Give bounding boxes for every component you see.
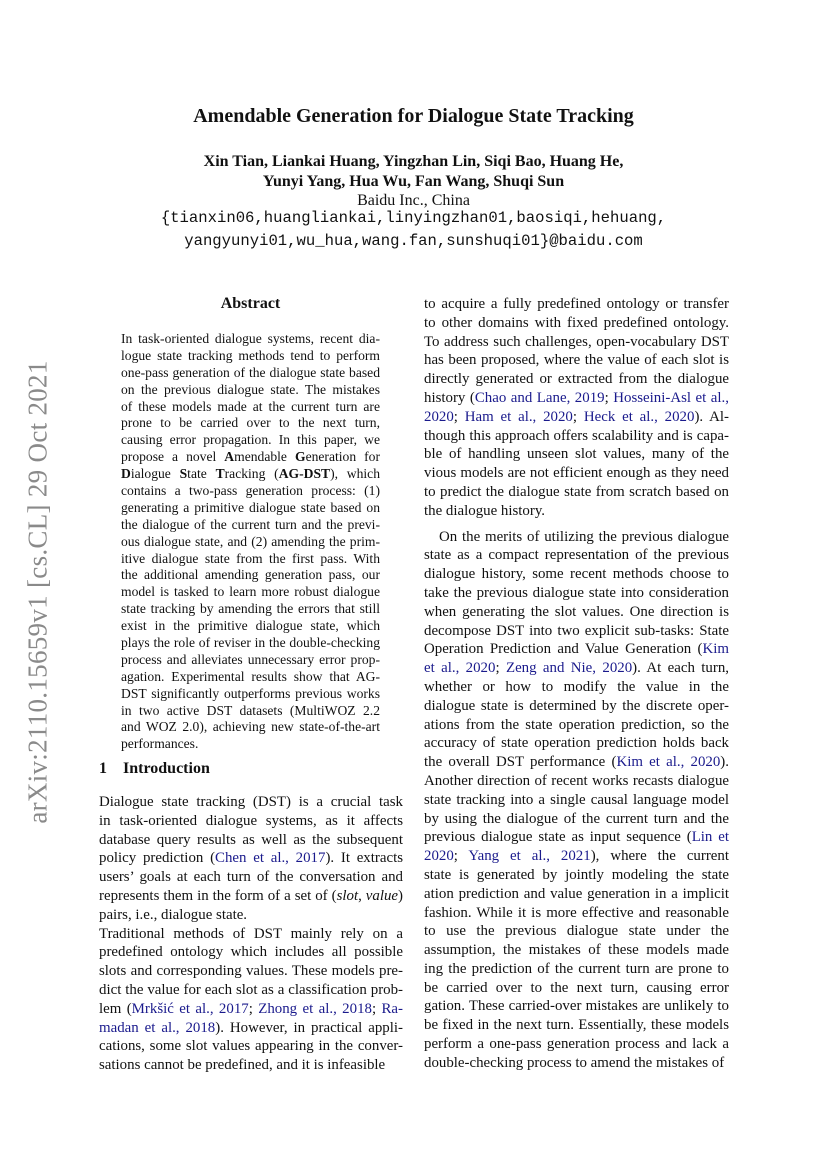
text-line bbox=[99, 1037, 403, 1056]
citation-link[interactable]: Ham et al., 2020 bbox=[464, 408, 573, 425]
text-segment: ). bbox=[720, 754, 729, 771]
text-segment: ation prediction and value generation in a implicit bbox=[424, 885, 729, 902]
abstract-body bbox=[121, 331, 380, 753]
text-segment: ; bbox=[248, 1000, 259, 1017]
text-segment: one-pass generation of the dialogue state based bbox=[121, 364, 380, 380]
text-segment: Operation Prediction and Value Generation ( bbox=[424, 641, 703, 658]
text-line bbox=[424, 584, 729, 603]
text-line bbox=[424, 565, 729, 584]
section-number: 1 bbox=[99, 760, 107, 777]
text-segment: Another direction of recent works recasts dialogue bbox=[424, 772, 729, 789]
text-segment: Dialogue state tracking (DST) is a crucial task bbox=[99, 794, 403, 810]
text-segment: accuracy of state operation prediction holds back bbox=[424, 735, 729, 752]
text-line bbox=[424, 622, 729, 641]
text-line bbox=[424, 333, 729, 352]
text-segment: dict the value for each slot as a classification prob- bbox=[99, 981, 403, 998]
text-line bbox=[424, 1054, 729, 1073]
citation-link[interactable]: Hosseini-Asl et al., bbox=[613, 389, 729, 406]
citation-link[interactable]: Chen et al., 2017 bbox=[215, 850, 326, 867]
text-line bbox=[121, 534, 380, 551]
text-segment: A bbox=[224, 449, 235, 465]
text-segment: generating a primitive dialogue state based on bbox=[121, 499, 380, 515]
text-segment: process and alleviates unnecessary error prop- bbox=[121, 651, 380, 667]
text-segment: logue state tracking methods tend to perform bbox=[121, 347, 380, 363]
text-line bbox=[424, 697, 729, 716]
right-column-body bbox=[424, 295, 729, 1073]
text-segment: on the previous dialogue state. The mistakes bbox=[121, 381, 380, 397]
text-segment: S bbox=[179, 466, 188, 482]
text-line bbox=[121, 483, 380, 500]
section-heading-introduction bbox=[99, 760, 210, 778]
text-line bbox=[424, 810, 729, 829]
text-line bbox=[424, 1016, 729, 1035]
text-line bbox=[99, 849, 403, 868]
text-segment: mendable bbox=[234, 449, 295, 465]
text-segment: ). Al- bbox=[694, 408, 729, 425]
text-line bbox=[121, 686, 380, 703]
text-segment: To address such challenges, open-vocabulary DST bbox=[424, 333, 729, 350]
citation-link[interactable]: Mrkšić et al., 2017 bbox=[131, 1000, 249, 1017]
text-segment: ) bbox=[398, 887, 403, 904]
text-segment: whether or how to modify the value in the bbox=[424, 678, 729, 695]
text-segment: DST significantly outperforms previous works bbox=[121, 685, 380, 701]
text-segment: exist in the primitive dialogue state, which bbox=[121, 618, 380, 634]
citation-link[interactable]: Zeng and Nie, 2020 bbox=[505, 660, 633, 677]
text-line bbox=[424, 528, 729, 547]
text-line bbox=[99, 925, 403, 944]
text-segment: AG-DST bbox=[278, 466, 331, 482]
text-line bbox=[424, 885, 729, 904]
text-segment: ; bbox=[371, 1000, 382, 1017]
text-segment: by using the dialogue of the current turn and the bbox=[424, 810, 729, 827]
text-segment: ). At each turn, bbox=[632, 660, 729, 677]
text-segment: cations, some slot values appearing in the conver- bbox=[99, 1038, 403, 1055]
text-segment: take the previous dialogue state into consideration bbox=[424, 584, 729, 601]
text-line bbox=[121, 382, 380, 399]
text-line bbox=[424, 678, 729, 697]
text-segment: database query results as well as the subsequent bbox=[99, 831, 403, 848]
text-line bbox=[99, 887, 403, 906]
text-line bbox=[424, 464, 729, 483]
text-line bbox=[121, 348, 380, 365]
text-segment: ble of handling unseen slot values, many of the bbox=[424, 446, 729, 463]
text-segment: slot bbox=[336, 887, 359, 904]
text-line bbox=[121, 584, 380, 601]
text-segment: ). It extracts bbox=[325, 850, 403, 867]
text-segment: Traditional methods of DST mainly rely on a bbox=[99, 925, 403, 942]
text-line bbox=[99, 1019, 403, 1038]
citation-link[interactable]: Ra- bbox=[381, 1000, 403, 1017]
citation-link[interactable]: 2020 bbox=[424, 408, 454, 425]
text-segment: and WOZ 2.0), achieving new state-of-the-art bbox=[121, 719, 380, 735]
text-segment: G bbox=[294, 449, 306, 465]
text-segment: causing error propagation. In this paper, we bbox=[121, 432, 380, 448]
text-line bbox=[121, 669, 380, 686]
text-line bbox=[424, 828, 729, 847]
text-segment: state as a compact representation of the previous bbox=[424, 547, 729, 564]
text-segment: double-checking process to amend the mistakes of bbox=[424, 1054, 725, 1071]
text-line bbox=[424, 1035, 729, 1054]
text-line bbox=[99, 868, 403, 887]
text-line bbox=[121, 415, 380, 432]
text-line bbox=[424, 295, 729, 314]
email-line: {tianxin06,huangliankai,linyingzhan01,baosiqi,hehuang, bbox=[160, 209, 667, 227]
text-segment: , bbox=[358, 887, 366, 904]
text-segment: ), where the current bbox=[590, 848, 729, 865]
text-line bbox=[121, 449, 380, 466]
text-line bbox=[99, 962, 403, 981]
text-segment: propose a novel bbox=[121, 449, 225, 465]
paper-title: Amendable Generation for Dialogue State Tracking bbox=[193, 105, 634, 127]
text-line bbox=[424, 483, 729, 502]
text-segment: dialogue history, some recent methods choose to bbox=[424, 566, 729, 583]
text-segment: On the merits of utilizing the previous dialogue bbox=[439, 528, 729, 545]
text-segment: tate bbox=[187, 466, 216, 482]
text-segment: ations from the state operation prediction, so the bbox=[424, 716, 729, 733]
text-segment: users’ goals at each turn of the conversation and bbox=[99, 869, 403, 886]
text-line bbox=[424, 408, 729, 427]
text-segment: value bbox=[365, 887, 399, 904]
citation-link[interactable]: Chao and Lane, 2019 bbox=[474, 389, 605, 406]
citation-link[interactable]: Kim et al., 2020 bbox=[616, 754, 721, 771]
text-segment: D bbox=[121, 466, 131, 482]
text-segment: history ( bbox=[424, 389, 475, 406]
text-segment: assumption, the mistakes of these models made bbox=[424, 942, 729, 959]
paragraph-gap bbox=[424, 521, 729, 528]
text-segment: In task-oriented dialogue systems, recent dia- bbox=[121, 331, 380, 346]
text-line bbox=[121, 567, 380, 584]
text-line bbox=[424, 351, 729, 370]
text-line bbox=[424, 922, 729, 941]
text-line bbox=[99, 793, 403, 812]
text-line bbox=[424, 941, 729, 960]
citation-link[interactable]: Kim bbox=[702, 641, 729, 658]
text-line bbox=[424, 791, 729, 810]
citation-link[interactable]: madan et al., 2018 bbox=[99, 1019, 216, 1036]
text-segment: predefined ontology which includes all possible bbox=[99, 944, 403, 961]
text-segment: ; bbox=[453, 408, 465, 425]
text-line bbox=[121, 635, 380, 652]
text-segment: represents them in the form of a set of ( bbox=[99, 887, 337, 904]
text-segment: state tracking into a single causal language model bbox=[424, 791, 729, 808]
section-title: Introduction bbox=[123, 760, 210, 777]
text-segment: vious models are not efficient enough as they need bbox=[424, 465, 729, 482]
text-line bbox=[121, 500, 380, 517]
text-segment: be fixed in the next turn. Essentially, these models bbox=[424, 1017, 729, 1034]
text-segment: ), which bbox=[330, 466, 380, 482]
text-segment: has been proposed, where the value of each slot is bbox=[424, 352, 729, 369]
text-segment: in task-oriented dialogue systems, as it affects bbox=[99, 812, 403, 829]
text-line bbox=[121, 466, 380, 483]
abstract-heading: Abstract bbox=[220, 295, 281, 312]
text-segment: ous dialogue state, and (2) amending the prim- bbox=[121, 533, 380, 549]
author-line: Yunyi Yang, Hua Wu, Fan Wang, Shuqi Sun bbox=[262, 173, 565, 190]
text-line bbox=[99, 943, 403, 962]
text-segment: to predict the dialogue state from scratch based on bbox=[424, 483, 729, 500]
citation-link[interactable]: Lin et bbox=[691, 829, 729, 846]
text-segment: ing the prediction of the current turn are prone to bbox=[424, 960, 729, 977]
text-line bbox=[424, 659, 729, 678]
text-segment: to acquire a fully predefined ontology or transfer bbox=[424, 296, 729, 312]
text-segment: ; bbox=[604, 389, 614, 406]
text-segment: the dialogue of the current turn and the previ- bbox=[121, 516, 380, 532]
text-segment: state is generated by jointly modeling the state bbox=[424, 866, 729, 883]
citation-link[interactable]: Heck et al., 2020 bbox=[583, 408, 695, 425]
text-line bbox=[121, 601, 380, 618]
text-segment: to other domains with fixed predefined ontology. bbox=[424, 314, 729, 331]
email-line: yangyunyi01,wu_hua,wang.fan,sunshuqi01}@baidu.com bbox=[184, 232, 643, 250]
text-segment: decompose DST into two explicit sub-tasks: State bbox=[424, 622, 729, 639]
text-segment: dialogue state is determined by the discrete oper- bbox=[424, 697, 729, 714]
text-line bbox=[121, 399, 380, 416]
text-segment: slots and corresponding values. These models pre- bbox=[99, 963, 403, 980]
text-line bbox=[121, 551, 380, 568]
text-segment: when generating the slot values. One direction is bbox=[424, 603, 729, 620]
text-line bbox=[424, 314, 729, 333]
citation-link[interactable]: Yang et al., 2021 bbox=[468, 848, 591, 865]
arxiv-identifier-stamp: arXiv:2110.15659v1 [cs.CL] 29 Oct 2021 bbox=[22, 360, 53, 824]
text-line bbox=[99, 831, 403, 850]
text-line bbox=[424, 753, 729, 772]
text-segment: the overall DST performance ( bbox=[424, 754, 617, 771]
text-segment: eneration for bbox=[305, 449, 380, 465]
text-line bbox=[424, 370, 729, 389]
text-segment: racking ( bbox=[224, 466, 279, 482]
text-line bbox=[99, 906, 403, 925]
text-segment: ; bbox=[495, 660, 506, 677]
text-line bbox=[121, 736, 380, 753]
text-line bbox=[424, 772, 729, 791]
author-line: Xin Tian, Liankai Huang, Yingzhan Lin, Siqi Bao, Huang He, bbox=[203, 153, 624, 170]
text-segment: model is tasked to learn more robust dialogue bbox=[121, 584, 380, 600]
text-segment: itive dialogue state from the first pass. With bbox=[121, 550, 380, 566]
text-line bbox=[121, 365, 380, 382]
text-segment: policy prediction ( bbox=[99, 850, 216, 867]
text-segment: directly generated or extracted from the dialogue bbox=[424, 371, 729, 388]
text-line bbox=[424, 979, 729, 998]
text-line bbox=[121, 618, 380, 635]
text-segment: of these models made at the current turn are bbox=[121, 398, 380, 414]
text-segment: pairs, i.e., dialogue state. bbox=[99, 906, 248, 923]
text-line bbox=[424, 389, 729, 408]
text-segment: the dialogue history. bbox=[424, 502, 546, 519]
text-line bbox=[424, 640, 729, 659]
text-line bbox=[424, 427, 729, 446]
text-line bbox=[99, 1000, 403, 1019]
text-line bbox=[424, 502, 729, 521]
citation-link[interactable]: et al., 2020 bbox=[424, 660, 496, 677]
text-segment: the additional amending generation pass, our bbox=[121, 567, 380, 583]
text-line bbox=[424, 716, 729, 735]
text-segment: prone to be carried over to the next turn, bbox=[121, 415, 380, 431]
text-segment: ; bbox=[572, 408, 584, 425]
text-segment: perform a one-pass generation process and lack a bbox=[424, 1036, 729, 1053]
text-segment: T bbox=[215, 466, 225, 482]
text-line bbox=[424, 960, 729, 979]
text-line bbox=[121, 703, 380, 720]
text-line bbox=[424, 546, 729, 565]
text-segment: performances. bbox=[121, 736, 199, 752]
text-segment: be carried over to the next turn, causing error bbox=[424, 979, 729, 996]
text-line bbox=[424, 445, 729, 464]
text-line bbox=[99, 812, 403, 831]
text-line bbox=[424, 866, 729, 885]
text-segment: to use the previous dialogue state under the bbox=[424, 923, 729, 940]
text-segment: though this approach offers scalability and is capa- bbox=[424, 427, 729, 444]
citation-link[interactable]: Zhong et al., 2018 bbox=[258, 1000, 372, 1017]
text-line bbox=[121, 517, 380, 534]
text-segment: state tracking by amending the errors that still bbox=[121, 601, 380, 617]
text-segment: plays the role of reviser in the double-checking bbox=[121, 635, 380, 651]
left-column-body bbox=[99, 793, 403, 1075]
text-segment: agation. Experimental results show that AG- bbox=[121, 668, 380, 684]
text-line bbox=[424, 904, 729, 923]
text-segment: previous dialogue state as input sequence ( bbox=[424, 829, 692, 846]
text-segment: fashion. While it is more effective and reasonable bbox=[424, 904, 729, 921]
text-line bbox=[121, 331, 380, 348]
citation-link[interactable]: 2020 bbox=[424, 848, 454, 865]
text-segment: sations cannot be predefined, and it is infeasible bbox=[99, 1057, 386, 1074]
text-segment: lem ( bbox=[99, 1000, 132, 1017]
text-line bbox=[121, 719, 380, 736]
text-segment: ; bbox=[453, 848, 469, 865]
text-line bbox=[121, 652, 380, 669]
text-line bbox=[424, 997, 729, 1016]
text-line bbox=[424, 603, 729, 622]
text-line bbox=[424, 847, 729, 866]
text-line bbox=[121, 432, 380, 449]
text-line bbox=[99, 1056, 403, 1075]
text-segment: gation. These carried-over mistakes are unlikely to bbox=[424, 998, 729, 1015]
text-line bbox=[424, 734, 729, 753]
affiliation: Baidu Inc., China bbox=[357, 192, 470, 209]
text-segment: ialogue bbox=[130, 466, 180, 482]
text-line bbox=[99, 981, 403, 1000]
text-segment: ). However, in practical appli- bbox=[215, 1019, 403, 1036]
text-segment: in two active DST datasets (MultiWOZ 2.2 bbox=[121, 702, 380, 718]
text-segment: contains a two-pass generation process: (1) bbox=[121, 483, 380, 499]
